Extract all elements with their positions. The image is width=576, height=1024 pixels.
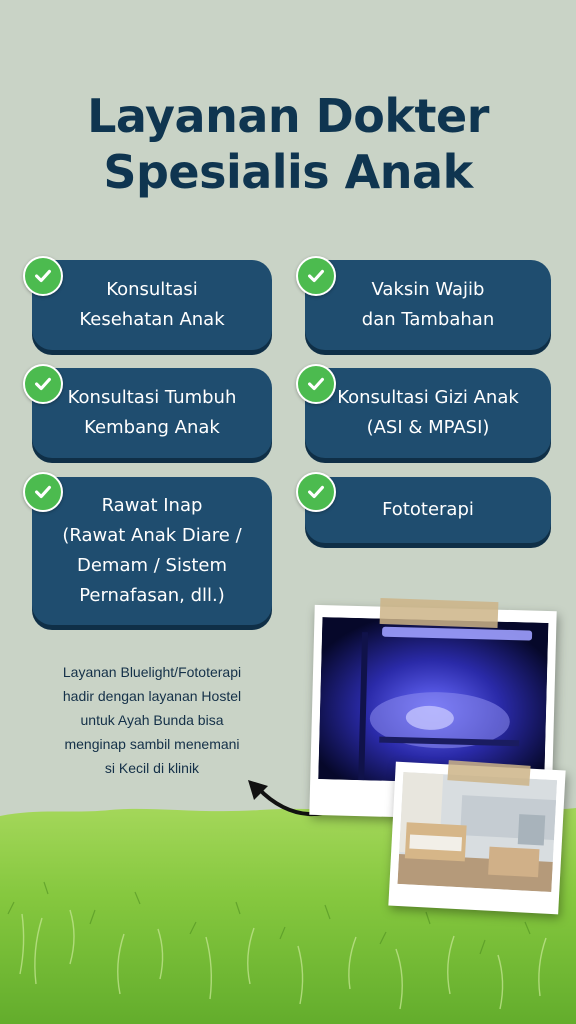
tape-decoration [380, 598, 499, 628]
service-card-vaksin [305, 260, 551, 350]
page-title [0, 88, 576, 200]
service-card-konsultasi-kesehatan [32, 260, 272, 350]
service-label: (ASI & MPASI) [366, 417, 490, 438]
service-label: (Rawat Anak Diare / [62, 525, 242, 546]
check-circle-icon [296, 364, 336, 404]
caption-line: hadir dengan layanan Hostel [62, 688, 242, 704]
check-circle-icon [23, 256, 63, 296]
service-card-fototerapi [305, 477, 551, 543]
caption-line: Layanan Bluelight/Fototerapi [62, 664, 242, 680]
service-label: Pernafasan, dll.) [79, 585, 225, 606]
service-label: Fototerapi [382, 499, 474, 520]
check-circle-icon [23, 364, 63, 404]
check-circle-icon [296, 472, 336, 512]
service-card-tumbuh-kembang [32, 368, 272, 458]
service-label: Rawat Inap [101, 495, 203, 516]
caption-line: si Kecil di klinik [104, 760, 200, 776]
title-line-2: Spesialis Anak [103, 145, 473, 199]
check-circle-icon [296, 256, 336, 296]
service-label: Konsultasi [106, 279, 198, 300]
title-line-1: Layanan Dokter [87, 89, 489, 143]
caption-line: untuk Ayah Bunda bisa [80, 712, 224, 728]
hostel-caption [30, 660, 274, 780]
service-label: Konsultasi Tumbuh [67, 387, 237, 408]
hostel-room-image [397, 772, 557, 892]
service-label: Konsultasi Gizi Anak [337, 387, 519, 408]
service-label: Kesehatan Anak [79, 309, 225, 330]
service-label: dan Tambahan [361, 309, 495, 330]
service-card-gizi [305, 368, 551, 458]
check-circle-icon [23, 472, 63, 512]
phototherapy-image [318, 617, 548, 785]
service-label: Vaksin Wajib [371, 279, 485, 300]
hostel-room-photo [388, 762, 565, 915]
caption-line: menginap sambil menemani [64, 736, 240, 752]
service-card-rawat-inap [32, 477, 272, 625]
service-label: Kembang Anak [84, 417, 220, 438]
service-label: Demam / Sistem [76, 555, 227, 576]
